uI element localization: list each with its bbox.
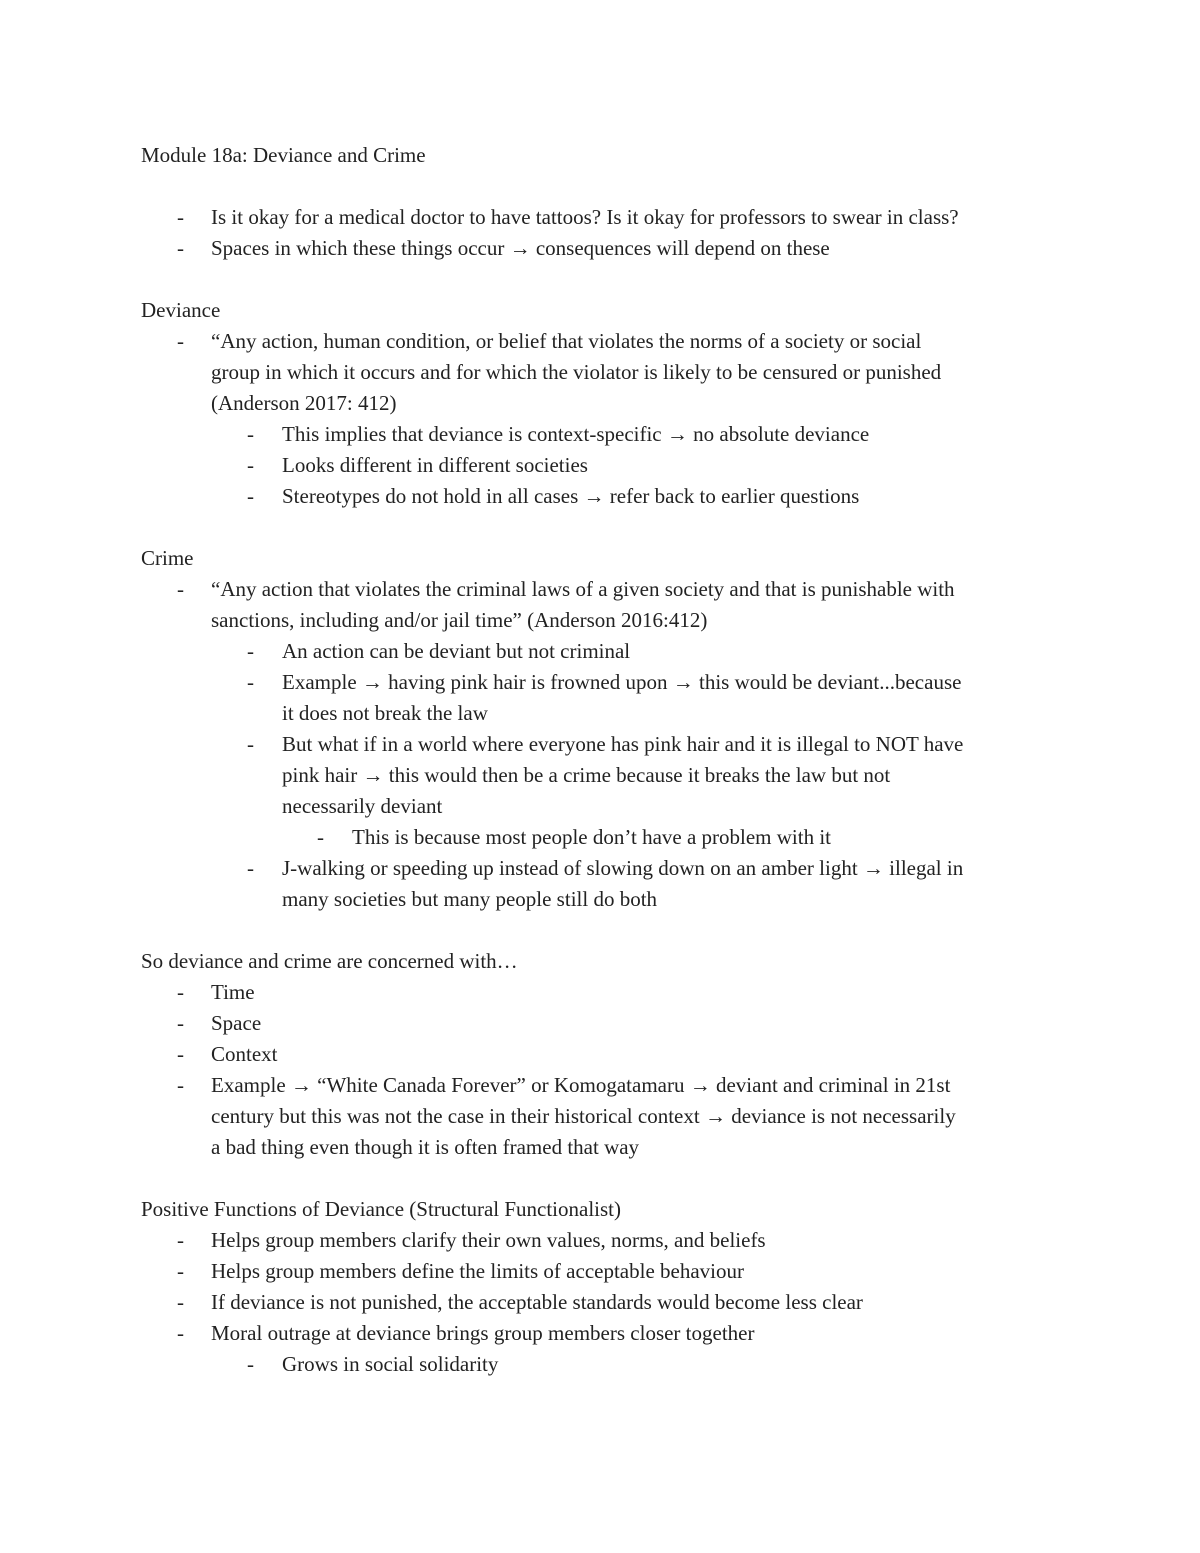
list-item-text: many societies but many people still do both — [282, 887, 658, 911]
spacer — [141, 512, 1101, 543]
document-page — [141, 140, 1101, 1380]
spacer — [141, 1163, 1101, 1194]
list-item — [141, 1256, 1101, 1287]
list-item — [141, 636, 1101, 667]
list-item-text: Is it okay for a medical doctor to have tattoos? Is it okay for professors to swear in class? — [211, 205, 959, 229]
list-item — [141, 1070, 1101, 1163]
list-item-text: Helps group members clarify their own values, norms, and beliefs — [211, 1228, 766, 1252]
bullet-dash: - — [177, 577, 184, 601]
bullet-dash: - — [177, 1011, 184, 1035]
bullet-dash: - — [177, 1073, 184, 1097]
document-title: Module 18a: Deviance and Crime — [141, 143, 426, 167]
list-item — [141, 481, 1101, 512]
list-item-text: Moral outrage at deviance brings group members closer together — [211, 1321, 755, 1345]
list-item — [141, 853, 1101, 915]
list-item-text: pink hair → this would then be a crime because it breaks the law but not — [282, 763, 891, 787]
section-heading-functions: Positive Functions of Deviance (Structural Functionalist) — [141, 1197, 622, 1221]
list-item-text: An action can be deviant but not criminal — [282, 639, 631, 663]
list-item — [141, 1039, 1101, 1070]
list-item-text: This implies that deviance is context-specific → no absolute deviance — [282, 422, 870, 446]
list-item — [141, 1318, 1101, 1349]
list-item — [141, 1008, 1101, 1039]
bullet-dash: - — [247, 856, 254, 880]
definition-line: group in which it occurs and for which the violator is likely to be censured or punished — [211, 360, 942, 384]
list-item — [141, 202, 1101, 233]
list-item — [141, 822, 1101, 853]
list-item — [141, 450, 1101, 481]
spacer — [141, 171, 1101, 202]
list-item-text: Spaces in which these things occur → consequences will depend on these — [211, 236, 830, 260]
list-item — [141, 1287, 1101, 1318]
list-item-text: a bad thing even though it is often framed that way — [211, 1135, 640, 1159]
section-heading-deviance: Deviance — [141, 298, 221, 322]
list-item-text: it does not break the law — [282, 701, 488, 725]
definition-line: (Anderson 2017: 412) — [211, 391, 397, 415]
list-item-text: Grows in social solidarity — [282, 1352, 499, 1376]
list-item-text: J-walking or speeding up instead of slowing down on an amber light → illegal in — [282, 856, 964, 880]
bullet-dash: - — [247, 1352, 254, 1376]
bullet-dash: - — [247, 422, 254, 446]
definition-line: “Any action that violates the criminal laws of a given society and that is punishable with — [211, 577, 955, 601]
definition-line: sanctions, including and/or jail time” (Anderson 2016:412) — [211, 608, 708, 632]
list-item — [141, 977, 1101, 1008]
list-item — [141, 1225, 1101, 1256]
list-item — [141, 667, 1101, 729]
list-item-text: Example → having pink hair is frowned upon → this would be deviant...because — [282, 670, 962, 694]
list-item — [141, 1349, 1101, 1380]
spacer — [141, 915, 1101, 946]
bullet-dash: - — [177, 236, 184, 260]
bullet-dash: - — [177, 1228, 184, 1252]
list-item-text: If deviance is not punished, the acceptable standards would become less clear — [211, 1290, 863, 1314]
list-item-text: Space — [211, 1011, 262, 1035]
list-item — [141, 419, 1101, 450]
bullet-dash: - — [177, 1321, 184, 1345]
list-item-text: But what if in a world where everyone has pink hair and it is illegal to NOT have — [282, 732, 964, 756]
bullet-dash: - — [177, 1259, 184, 1283]
list-item-text: century but this was not the case in their historical context → deviance is not necessarily — [211, 1104, 956, 1128]
bullet-dash: - — [317, 825, 324, 849]
bullet-dash: - — [177, 1042, 184, 1066]
list-item-text: Example → “White Canada Forever” or Komogatamaru → deviant and criminal in 21st — [211, 1073, 951, 1097]
list-item-text: necessarily deviant — [282, 794, 443, 818]
list-item — [141, 574, 1101, 636]
list-item-text: Context — [211, 1042, 278, 1066]
bullet-dash: - — [247, 732, 254, 756]
bullet-dash: - — [177, 1290, 184, 1314]
bullet-dash: - — [177, 205, 184, 229]
bullet-dash: - — [177, 329, 184, 353]
bullet-dash: - — [247, 670, 254, 694]
list-item-text: Stereotypes do not hold in all cases → refer back to earlier questions — [282, 484, 860, 508]
list-item-text: Time — [211, 980, 255, 1004]
list-item — [141, 729, 1101, 822]
bullet-dash: - — [247, 639, 254, 663]
list-item-text: Looks different in different societies — [282, 453, 588, 477]
bullet-dash: - — [247, 484, 254, 508]
definition-line: “Any action, human condition, or belief that violates the norms of a society or social — [211, 329, 922, 353]
list-item-text: This is because most people don’t have a problem with it — [352, 825, 832, 849]
bullet-dash: - — [177, 980, 184, 1004]
section-heading-concerned: So deviance and crime are concerned with… — [141, 949, 518, 973]
bullet-dash: - — [247, 453, 254, 477]
list-item — [141, 233, 1101, 264]
spacer — [141, 264, 1101, 295]
list-item-text: Helps group members define the limits of acceptable behaviour — [211, 1259, 744, 1283]
list-item — [141, 326, 1101, 419]
section-heading-crime: Crime — [141, 546, 194, 570]
